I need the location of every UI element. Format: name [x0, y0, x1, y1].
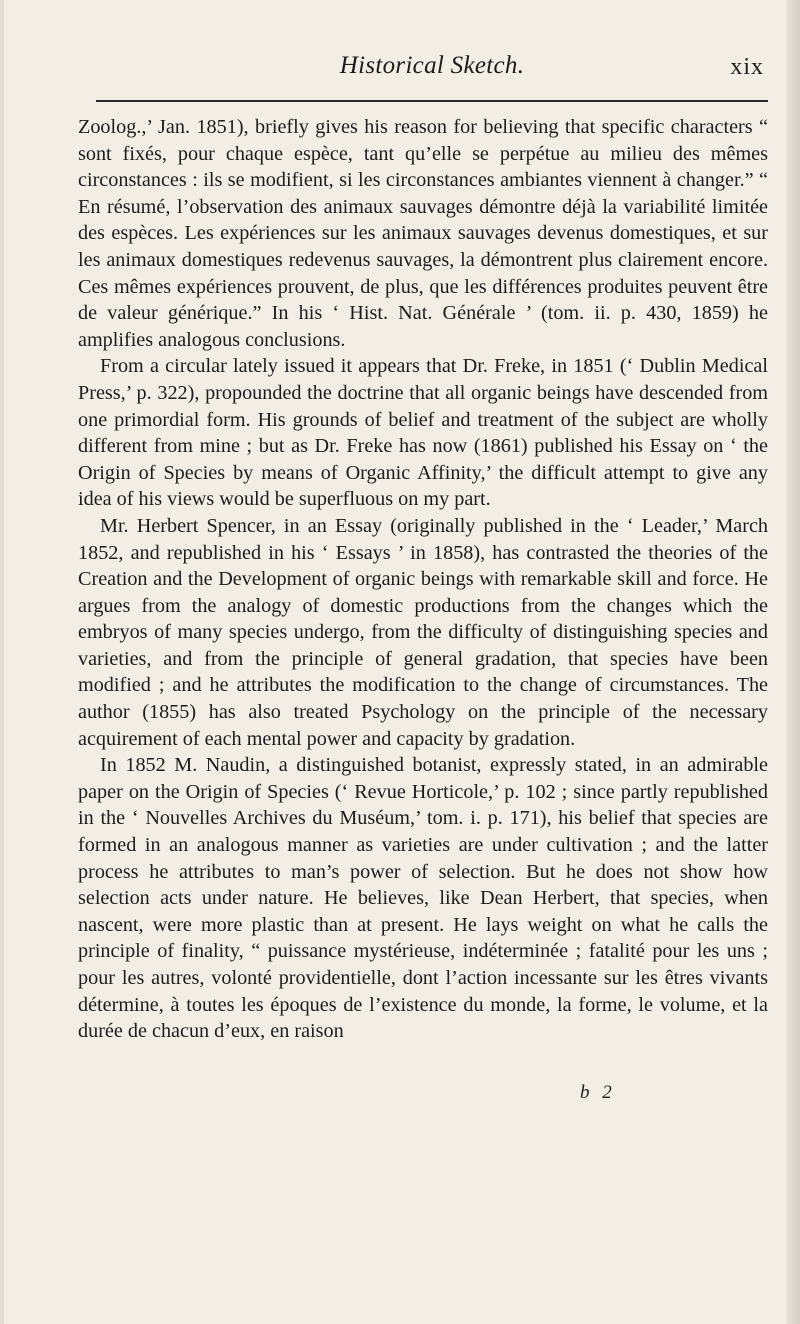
paragraph: Zoolog.,’ Jan. 1851), briefly gives his reason for believing that specific characters “ sont fixés, pour chaque espèce, tant qu’elle se perpétue au milieu des mêmes circonstances : ils se modifient, si les circonstances ambiantes viennent à changer.” “ En résumé, l’observation des animaux sauvages démontre déjà la variabilité limitée des espèces. Les expériences sur les animaux sauvages devenus domestiques, et sur les animaux domestiques redevenus sauvages, la démontrent plus clairement encore. Ces mêmes expériences prouvent, de plus, que les différences produites peuvent être de valeur générique.” In his ‘ Hist. Nat. Générale ’ (tom. ii. p. 430, 1859) he amplifies analogous conclusions. — [78, 116, 768, 351]
signature-mark: b 2 — [580, 1082, 616, 1103]
page-header — [96, 50, 768, 96]
body-text — [78, 114, 768, 1045]
page-right-edge — [786, 0, 800, 1324]
paragraph: In 1852 M. Naudin, a distinguished botanist, expressly stated, in an admirable paper on the Origin of Species (‘ Revue Horticole,’ p. 102 ; since partly republished in the ‘ Nouvelles Archives du Muséum,’ tom. i. p. 171), his belief that species are formed in an analogous manner as varieties are under cultivation ; and the latter process he attributes to man’s power of selection. But he does not show how selection acts under nature. He believes, like Dean Herbert, that species, when nascent, were more plastic than at present. He lays weight on what he calls the principle of finality, “ puissance mystérieuse, indéterminée ; fatalité pour les uns ; pour les autres, volonté providentielle, dont l’action incessante sur les êtres vivants détermine, à toutes les époques de l’existence du monde, la forme, le volume, et la durée de chacun d’eux, en raison — [78, 754, 768, 1043]
page-number: xix — [730, 54, 764, 80]
page-left-edge — [0, 0, 4, 1324]
paragraph: From a circular lately issued it appears that Dr. Freke, in 1851 (‘ Dublin Medical Press,’ p. 322), propounded the doctrine that all organic beings have descended from one primordial form. His grounds of belief and treatment of the subject are wholly different from mine ; but as Dr. Freke has now (1861) published his Essay on ‘ the Origin of Species by means of Organic Affinity,’ the difficult attempt to give any idea of his views would be superfluous on my part. — [78, 355, 768, 511]
running-title: Historical Sketch. — [339, 52, 525, 79]
header-rule — [96, 100, 768, 102]
paragraph: Mr. Herbert Spencer, in an Essay (originally published in the ‘ Leader,’ March 1852, and republished in his ‘ Essays ’ in 1858), has contrasted the theories of the Creation and the Development of organic beings with remarkable skill and force. He argues from the analogy of domestic productions from the changes which the embryos of many species undergo, from the difficulty of distinguishing species and varieties, and from the principle of general gradation, that species have been modified ; and he attributes the modification to the change of circumstances. The author (1855) has also treated Psychology on the principle of the necessary acquirement of each mental power and capacity by gradation. — [78, 514, 768, 750]
